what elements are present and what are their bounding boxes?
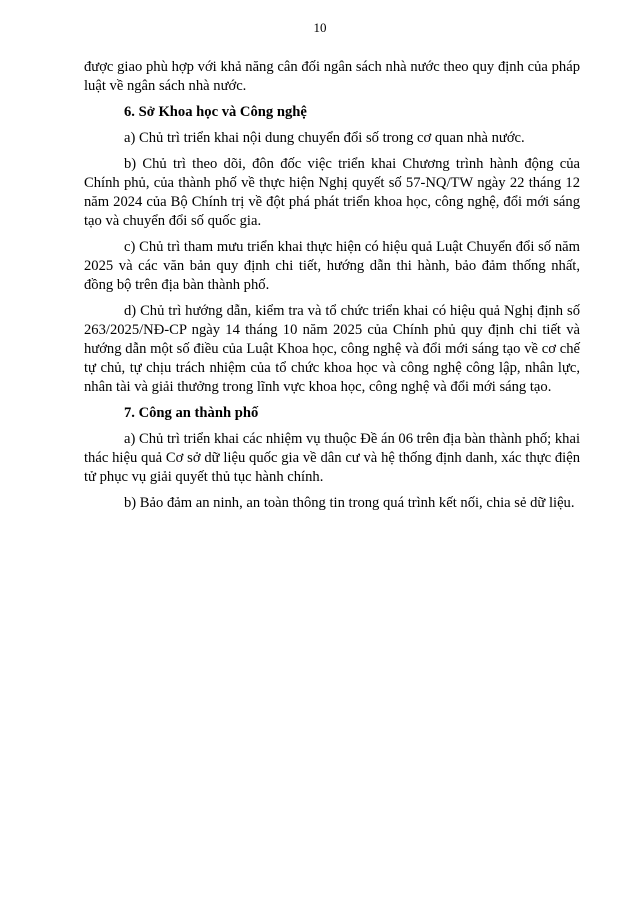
paragraph-6b: b) Chủ trì theo dõi, đôn đốc việc triển khai Chương trình hành động của Chính phủ, của thành phố về thực hiện Nghị quyết số 57-NQ/TW ngày 22 tháng 12 năm 2024 của Bộ Chính trị về đột phá phát triển khoa học, công nghệ, đổi mới sáng tạo và chuyển đổi số quốc gia. (84, 156, 580, 229)
paragraph-6a: a) Chủ trì triển khai nội dung chuyển đổi số trong cơ quan nhà nước. (124, 130, 525, 146)
document-body (84, 58, 580, 520)
page-number: 10 (313, 20, 327, 35)
paragraph-6d: d) Chủ trì hướng dẫn, kiểm tra và tổ chức triển khai có hiệu quả Nghị định số 263/2025/NĐ-CP ngày 14 tháng 10 năm 2025 của Chính phủ quy định chi tiết và hướng dẫn một số điều của Luật Khoa học, công nghệ và đổi mới sáng tạo về cơ chế tự chủ, tự chịu trách nhiệm của tổ chức khoa học và công nghệ công lập, nhân lực, nhân tài và giải thưởng trong lĩnh vực khoa học, công nghệ và đổi mới sáng tạo. (84, 303, 580, 395)
paragraph-6c: c) Chủ trì tham mưu triển khai thực hiện có hiệu quả Luật Chuyển đổi số năm 2025 và các văn bản quy định chi tiết, hướng dẫn thi hành, bảo đảm thống nhất, đồng bộ trên địa bàn thành phố. (84, 239, 580, 293)
paragraph-7a: a) Chủ trì triển khai các nhiệm vụ thuộc Đề án 06 trên địa bàn thành phố; khai thác hiệu quả Cơ sở dữ liệu quốc gia về dân cư và hệ thống định danh, xác thực điện tử phục vụ giải quyết thủ tục hành chính. (84, 431, 580, 485)
section-heading-7: 7. Công an thành phố (124, 405, 259, 421)
paragraph-continuation: được giao phù hợp với khả năng cân đối ngân sách nhà nước theo quy định của pháp luật về ngân sách nhà nước. (84, 59, 580, 94)
paragraph-7b: b) Bảo đảm an ninh, an toàn thông tin trong quá trình kết nối, chia sẻ dữ liệu. (124, 495, 575, 511)
section-heading-6: 6. Sở Khoa học và Công nghệ (124, 104, 307, 120)
